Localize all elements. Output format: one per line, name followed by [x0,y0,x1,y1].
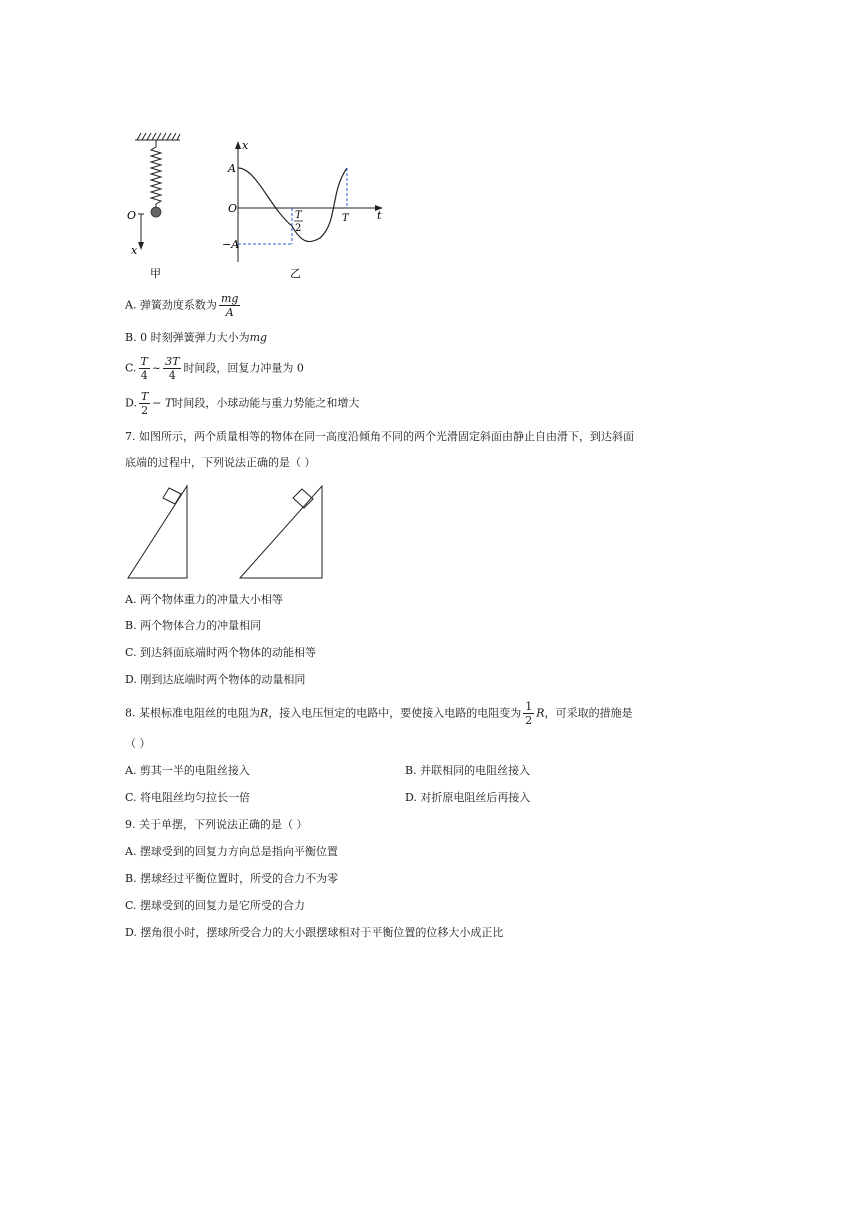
q9-option-b: B. 摆球经过平衡位置时，所受的合力不为零 [125,872,339,885]
q9-option-a: A. 摆球受到的回复力方向总是指向平衡位置 [125,845,338,858]
q8-option-b: B. 并联相同的电阻丝接入 [405,764,531,777]
label-x-left: x [131,244,138,257]
q9-option-d: D. 摆角很小时，摆球所受合力的大小跟摆球相对于平衡位置的位移大小成正比 [125,926,504,939]
q6-option-b: B. 0 时刻弹簧弹力大小为mg [125,331,268,344]
q7-option-c: C. 到达斜面底端时两个物体的动能相等 [125,646,317,659]
q9-option-c: C. 摆球受到的回复力是它所受的合力 [125,899,306,912]
label-t-axis: t [377,209,382,222]
caption-yi: 乙 [290,267,301,280]
q9-stem: 9. 关于单摆，下列说法正确的是（ ） [125,818,308,831]
label-T-half-den: 2 [295,223,302,234]
label-T-half-num: T [295,210,302,221]
q7-option-a: A. 两个物体重力的冲量大小相等 [125,593,283,606]
q8-paren: （ ） [125,737,151,750]
q8-stem: 8. 某根标准电阻丝的电阻为R，接入电压恒定的电路中，要使接入电路的电阻变为 $\frac{1}{2}$ R，可采取的措施是 [125,700,633,727]
figure-spring-oscillation [110,130,410,285]
incline-right [240,486,322,578]
caption-jia: 甲 [150,267,161,280]
block-right [293,489,313,508]
q6-option-c: C. $\frac{T}{4}$ ~ $\frac{3T}{4}$ 时间段，回复力冲量为 0 [125,355,304,382]
spring [151,140,161,207]
q6-option-d: D. $\frac{T}{2}$ − T时间段，小球动能与重力势能之和增大 [125,390,360,417]
q6-option-a: A. 弹簧劲度系数为 $\frac{mg}{A}$ [125,292,239,319]
ceiling-hatch [135,133,180,140]
label-T-end: T [342,213,349,224]
label-O-origin: O [228,202,238,215]
q7-stem-line2: 底端的过程中，下列说法正确的是（ ） [125,456,316,469]
q8-option-a: A. 剪其一半的电阻丝接入 [125,764,250,777]
label-O-left: O [127,209,137,222]
ball [151,207,161,217]
label-A: A [228,162,236,175]
label-neg-A: −A [222,238,240,251]
q8-option-c: C. 将电阻丝均匀拉长一倍 [125,791,251,804]
q7-stem-line1: 7. 如图所示，两个质量相等的物体在同一高度沿倾角不同的两个光滑固定斜面由静止自由滑下，到达斜面 [125,430,634,443]
label-x-axis: x [242,139,249,152]
q8-option-d: D. 对折原电阻丝后再接入 [405,791,531,804]
incline-left [128,486,187,578]
q7-option-b: B. 两个物体合力的冲量相同 [125,619,262,632]
q7-option-d: D. 刚到达底端时两个物体的动量相同 [125,673,306,686]
figure-inclined-planes [120,480,340,585]
block-left [163,488,181,504]
